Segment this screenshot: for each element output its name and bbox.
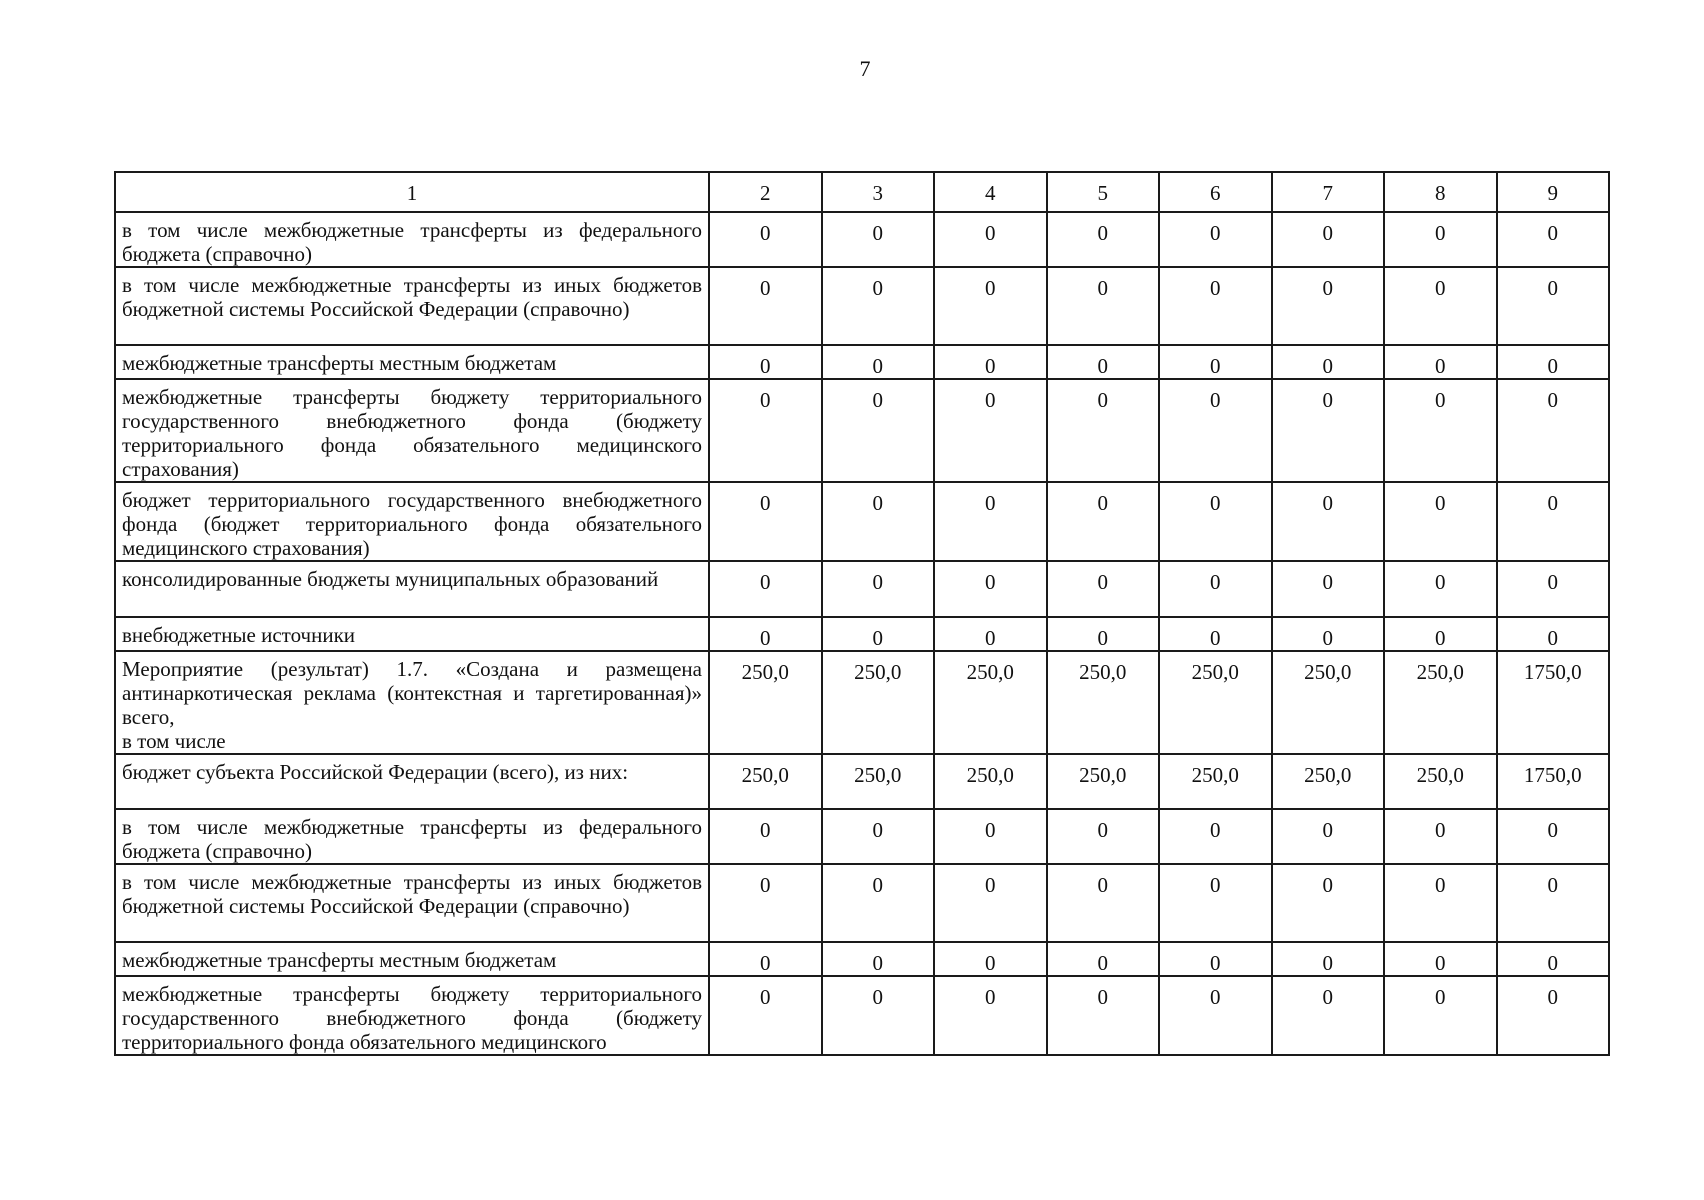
value-cell: 0 bbox=[1272, 809, 1385, 864]
header-cell: 4 bbox=[934, 172, 1047, 212]
table-row bbox=[115, 942, 1609, 976]
value-cell: 0 bbox=[1272, 976, 1385, 1055]
table-row bbox=[115, 864, 1609, 942]
value-cell: 0 bbox=[1159, 379, 1272, 482]
value-cell: 0 bbox=[822, 482, 935, 561]
value-cell: 0 bbox=[1159, 482, 1272, 561]
value-cell: 0 bbox=[1384, 976, 1497, 1055]
value-cell: 0 bbox=[1272, 345, 1385, 379]
value-cell: 0 bbox=[1272, 212, 1385, 267]
value-cell: 0 bbox=[822, 942, 935, 976]
value-cell: 0 bbox=[709, 976, 822, 1055]
value-cell: 0 bbox=[1497, 942, 1610, 976]
value-cell: 0 bbox=[709, 617, 822, 651]
value-cell: 0 bbox=[934, 864, 1047, 942]
value-cell: 0 bbox=[709, 267, 822, 345]
value-cell: 250,0 bbox=[1159, 651, 1272, 754]
value-cell: 0 bbox=[709, 942, 822, 976]
row-label: бюджет территориального государственного внебюджетного фонда (бюджет территориального фонда обязательного медицинского страхования) bbox=[115, 482, 709, 561]
row-label: межбюджетные трансферты бюджету территориального государственного внебюджетного фонда (бюджету территориального фонда обязательного медицинского страхования) bbox=[115, 379, 709, 482]
value-cell: 250,0 bbox=[1272, 651, 1385, 754]
value-cell: 0 bbox=[1047, 809, 1160, 864]
row-label: в том числе межбюджетные трансферты из иных бюджетов бюджетной системы Российской Федерации (справочно) bbox=[115, 864, 709, 942]
value-cell: 0 bbox=[1047, 942, 1160, 976]
header-cell: 2 bbox=[709, 172, 822, 212]
value-cell: 0 bbox=[1159, 864, 1272, 942]
table-row bbox=[115, 651, 1609, 754]
value-cell: 250,0 bbox=[1384, 754, 1497, 809]
value-cell: 250,0 bbox=[709, 651, 822, 754]
header-cell: 1 bbox=[115, 172, 709, 212]
value-cell: 0 bbox=[1047, 617, 1160, 651]
value-cell: 0 bbox=[1497, 561, 1610, 617]
value-cell: 0 bbox=[1497, 617, 1610, 651]
row-label: межбюджетные трансферты бюджету территориального государственного внебюджетного фонда (бюджету территориального фонда обязательного медицинского bbox=[115, 976, 709, 1055]
value-cell: 0 bbox=[1047, 561, 1160, 617]
value-cell: 0 bbox=[709, 561, 822, 617]
table-row bbox=[115, 561, 1609, 617]
value-cell: 0 bbox=[934, 379, 1047, 482]
value-cell: 1750,0 bbox=[1497, 651, 1610, 754]
value-cell: 0 bbox=[822, 267, 935, 345]
row-label: в том числе межбюджетные трансферты из иных бюджетов бюджетной системы Российской Федерации (справочно) bbox=[115, 267, 709, 345]
value-cell: 0 bbox=[709, 864, 822, 942]
value-cell: 0 bbox=[822, 212, 935, 267]
value-cell: 0 bbox=[1047, 212, 1160, 267]
value-cell: 0 bbox=[1384, 379, 1497, 482]
value-cell: 0 bbox=[934, 617, 1047, 651]
header-cell: 8 bbox=[1384, 172, 1497, 212]
value-cell: 250,0 bbox=[934, 651, 1047, 754]
table-row bbox=[115, 267, 1609, 345]
value-cell: 0 bbox=[822, 379, 935, 482]
value-cell: 0 bbox=[1159, 267, 1272, 345]
row-label: внебюджетные источники bbox=[115, 617, 709, 651]
value-cell: 0 bbox=[1272, 379, 1385, 482]
value-cell: 250,0 bbox=[709, 754, 822, 809]
value-cell: 0 bbox=[1384, 617, 1497, 651]
row-label: Мероприятие (результат) 1.7. «Создана и размещена антинаркотическая реклама (контекстная и таргетированная)» всего, в том числе bbox=[115, 651, 709, 754]
value-cell: 0 bbox=[822, 809, 935, 864]
row-label: бюджет субъекта Российской Федерации (всего), из них: bbox=[115, 754, 709, 809]
value-cell: 0 bbox=[709, 212, 822, 267]
table-row bbox=[115, 482, 1609, 561]
value-cell: 0 bbox=[934, 976, 1047, 1055]
table-header-row bbox=[115, 172, 1609, 212]
value-cell: 0 bbox=[1272, 617, 1385, 651]
value-cell: 0 bbox=[822, 617, 935, 651]
value-cell: 250,0 bbox=[1047, 754, 1160, 809]
budget-table bbox=[114, 171, 1610, 1056]
value-cell: 250,0 bbox=[822, 651, 935, 754]
value-cell: 0 bbox=[822, 561, 935, 617]
row-label: в том числе межбюджетные трансферты из федерального бюджета (справочно) bbox=[115, 212, 709, 267]
value-cell: 0 bbox=[1047, 267, 1160, 345]
value-cell: 0 bbox=[1047, 976, 1160, 1055]
header-cell: 5 bbox=[1047, 172, 1160, 212]
value-cell: 0 bbox=[709, 809, 822, 864]
value-cell: 0 bbox=[1497, 864, 1610, 942]
value-cell: 0 bbox=[934, 267, 1047, 345]
value-cell: 0 bbox=[1272, 942, 1385, 976]
value-cell: 0 bbox=[1159, 942, 1272, 976]
value-cell: 0 bbox=[934, 561, 1047, 617]
header-cell: 7 bbox=[1272, 172, 1385, 212]
value-cell: 0 bbox=[1272, 561, 1385, 617]
value-cell: 0 bbox=[1272, 482, 1385, 561]
value-cell: 0 bbox=[1497, 482, 1610, 561]
value-cell: 0 bbox=[1047, 345, 1160, 379]
value-cell: 250,0 bbox=[1159, 754, 1272, 809]
value-cell: 0 bbox=[1384, 482, 1497, 561]
value-cell: 0 bbox=[1384, 212, 1497, 267]
value-cell: 250,0 bbox=[1047, 651, 1160, 754]
value-cell: 0 bbox=[1159, 212, 1272, 267]
value-cell: 0 bbox=[822, 345, 935, 379]
value-cell: 0 bbox=[709, 345, 822, 379]
row-label: межбюджетные трансферты местным бюджетам bbox=[115, 345, 709, 379]
value-cell: 0 bbox=[1047, 379, 1160, 482]
table-row bbox=[115, 754, 1609, 809]
value-cell: 0 bbox=[1384, 267, 1497, 345]
value-cell: 0 bbox=[1384, 561, 1497, 617]
value-cell: 0 bbox=[822, 976, 935, 1055]
value-cell: 0 bbox=[1272, 864, 1385, 942]
value-cell: 0 bbox=[1497, 809, 1610, 864]
row-label: консолидированные бюджеты муниципальных образований bbox=[115, 561, 709, 617]
value-cell: 0 bbox=[1159, 976, 1272, 1055]
value-cell: 0 bbox=[1047, 864, 1160, 942]
value-cell: 0 bbox=[1497, 267, 1610, 345]
value-cell: 0 bbox=[1272, 267, 1385, 345]
value-cell: 0 bbox=[1497, 379, 1610, 482]
value-cell: 0 bbox=[1159, 617, 1272, 651]
table-row bbox=[115, 379, 1609, 482]
table-row bbox=[115, 345, 1609, 379]
value-cell: 0 bbox=[934, 345, 1047, 379]
value-cell: 0 bbox=[934, 809, 1047, 864]
value-cell: 1750,0 bbox=[1497, 754, 1610, 809]
value-cell: 0 bbox=[1384, 942, 1497, 976]
row-label: в том числе межбюджетные трансферты из федерального бюджета (справочно) bbox=[115, 809, 709, 864]
table-row bbox=[115, 617, 1609, 651]
row-label: межбюджетные трансферты местным бюджетам bbox=[115, 942, 709, 976]
value-cell: 250,0 bbox=[822, 754, 935, 809]
value-cell: 250,0 bbox=[1272, 754, 1385, 809]
value-cell: 0 bbox=[1497, 212, 1610, 267]
table-row bbox=[115, 809, 1609, 864]
value-cell: 0 bbox=[934, 212, 1047, 267]
header-cell: 9 bbox=[1497, 172, 1610, 212]
value-cell: 0 bbox=[1159, 809, 1272, 864]
value-cell: 0 bbox=[1047, 482, 1160, 561]
value-cell: 250,0 bbox=[1384, 651, 1497, 754]
value-cell: 0 bbox=[822, 864, 935, 942]
value-cell: 0 bbox=[1159, 561, 1272, 617]
page-number: 7 bbox=[859, 56, 871, 81]
header-cell: 6 bbox=[1159, 172, 1272, 212]
value-cell: 0 bbox=[1384, 864, 1497, 942]
value-cell: 0 bbox=[1159, 345, 1272, 379]
value-cell: 0 bbox=[709, 482, 822, 561]
value-cell: 0 bbox=[709, 379, 822, 482]
value-cell: 250,0 bbox=[934, 754, 1047, 809]
value-cell: 0 bbox=[1384, 809, 1497, 864]
value-cell: 0 bbox=[1384, 345, 1497, 379]
value-cell: 0 bbox=[1497, 345, 1610, 379]
table-row bbox=[115, 976, 1609, 1055]
value-cell: 0 bbox=[934, 942, 1047, 976]
header-cell: 3 bbox=[822, 172, 935, 212]
table-row bbox=[115, 212, 1609, 267]
value-cell: 0 bbox=[1497, 976, 1610, 1055]
value-cell: 0 bbox=[934, 482, 1047, 561]
